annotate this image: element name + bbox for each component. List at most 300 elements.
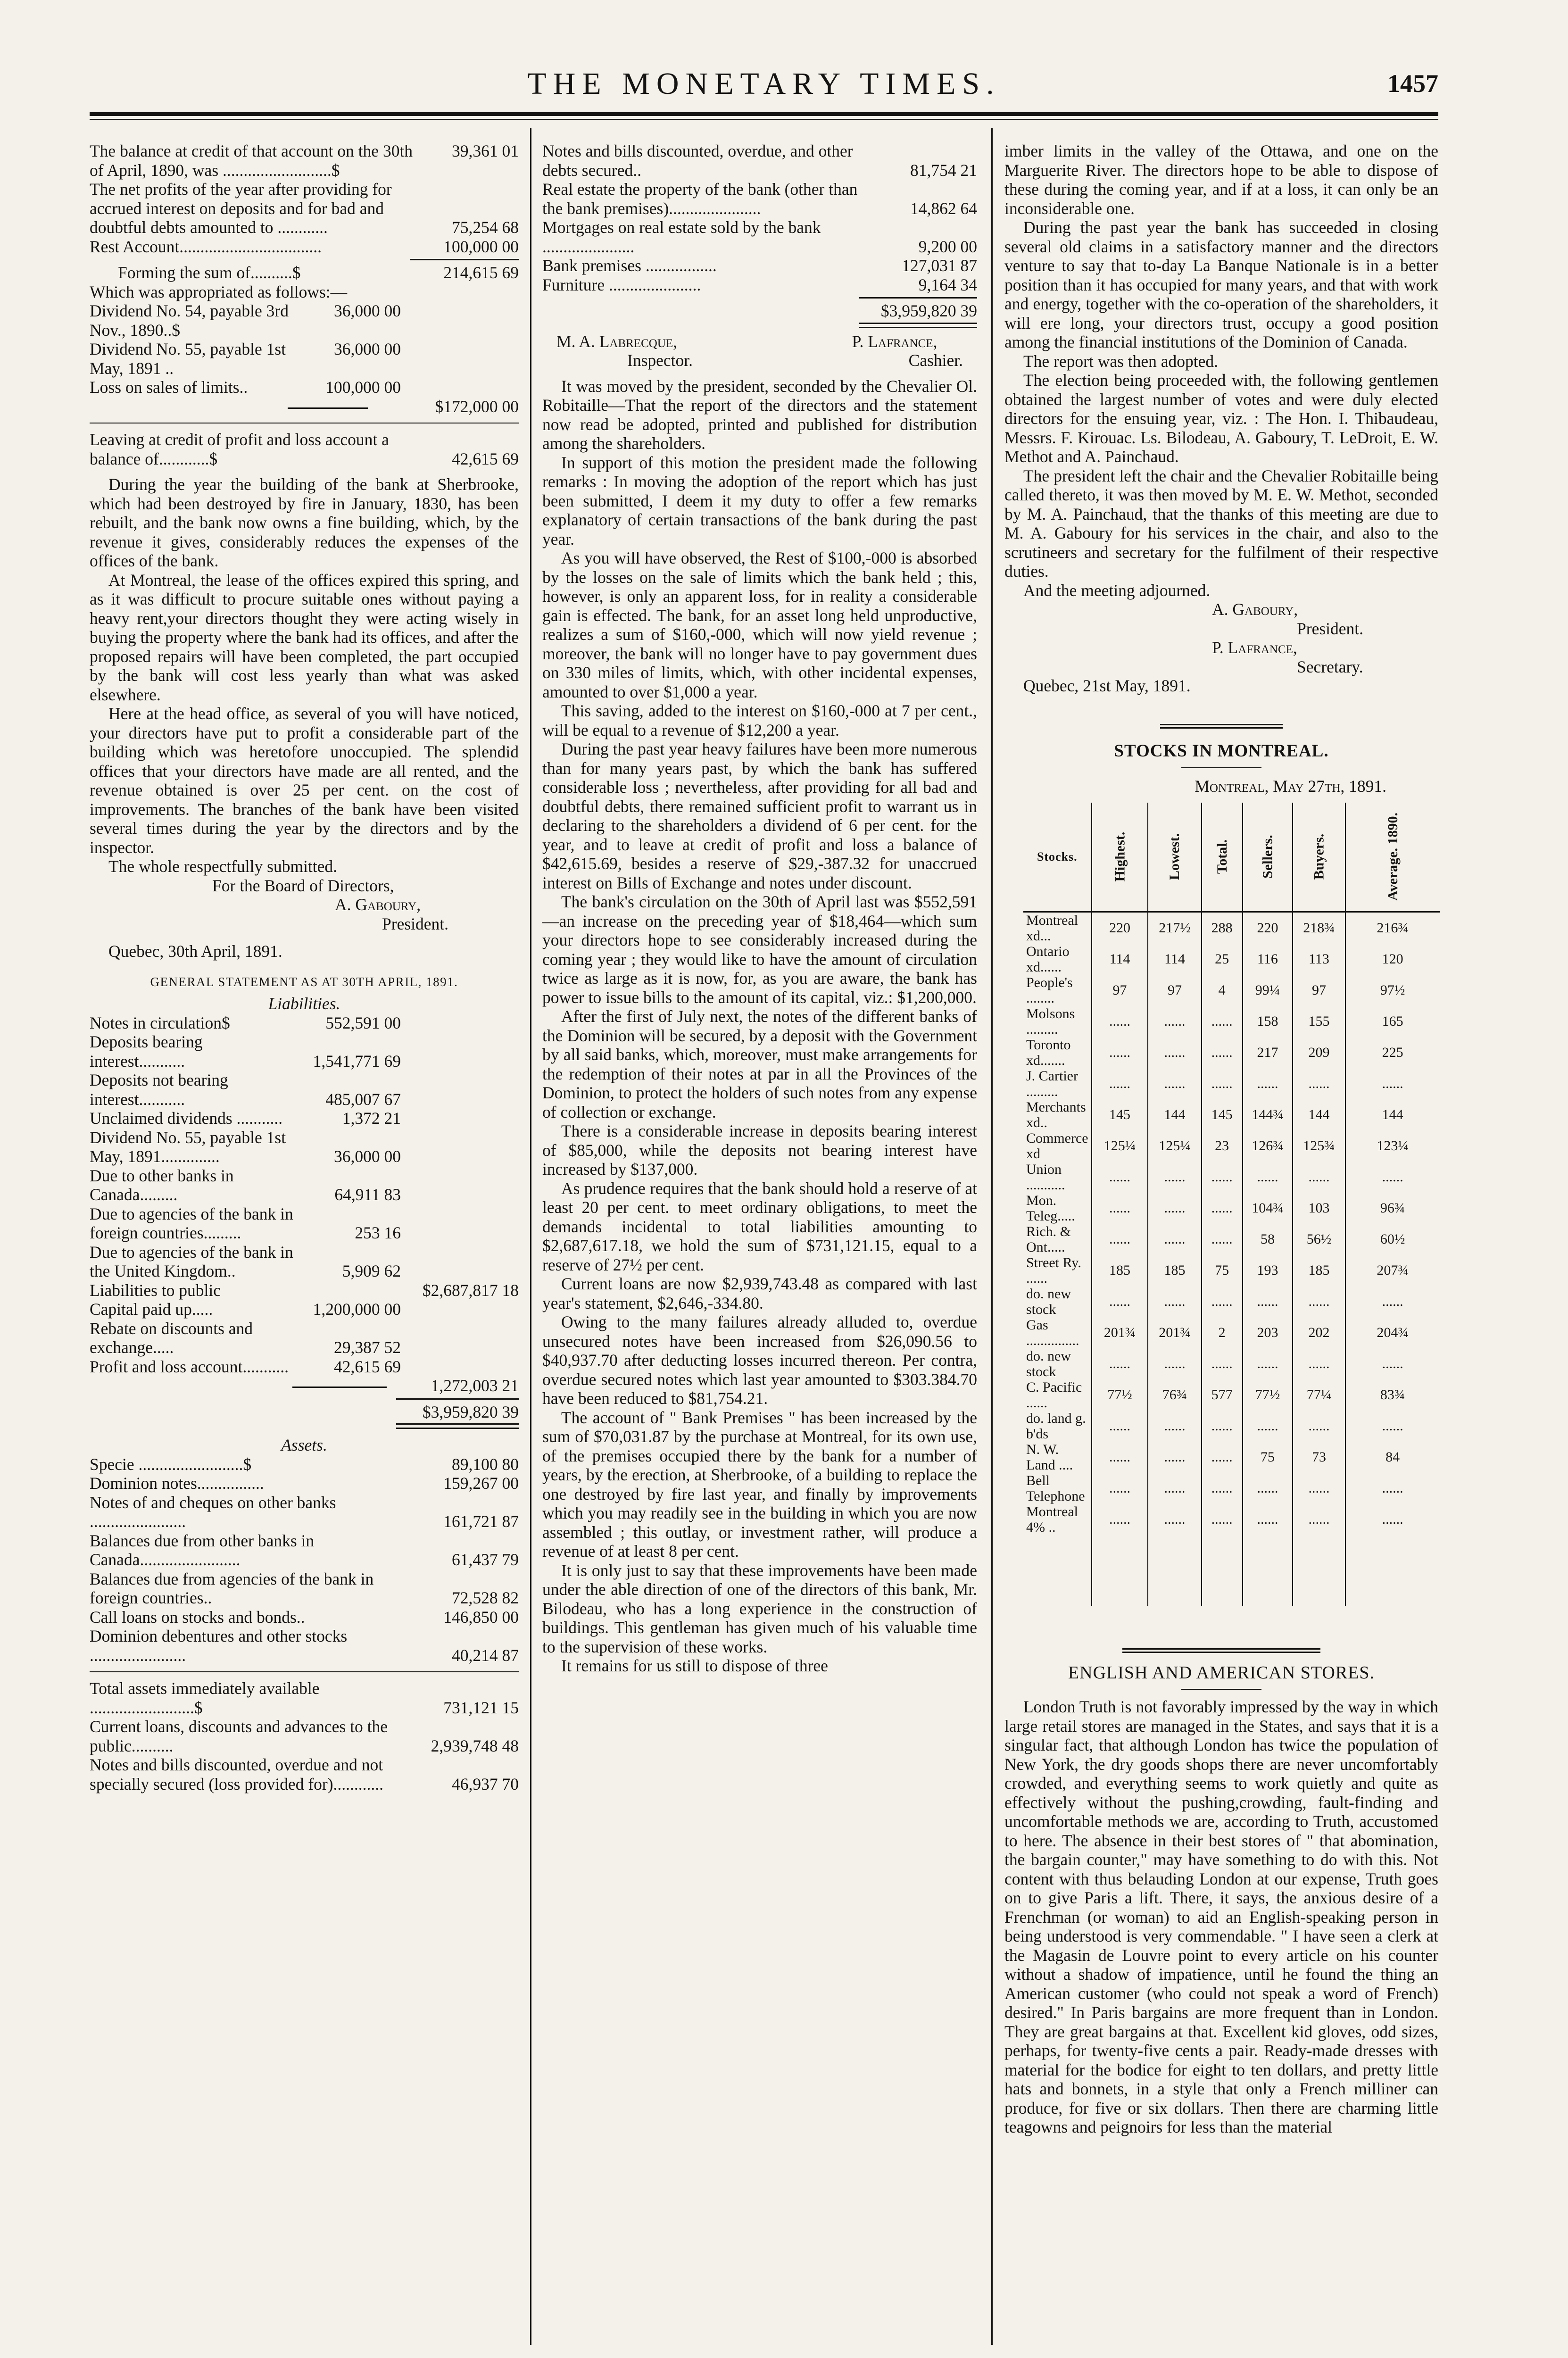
stock-value: ...... — [1092, 1037, 1148, 1068]
stock-value: 144 — [1148, 1099, 1201, 1130]
stock-value: ...... — [1202, 1193, 1243, 1224]
stock-value: 96¾ — [1345, 1193, 1440, 1224]
asset-row — [542, 141, 977, 180]
stock-value: ...... — [1148, 1037, 1201, 1068]
paragraph: Current loans are now $2,939,743.48 as compared with last year's statement, $2,646,-334.80. — [542, 1274, 977, 1312]
row-label: Notes and bills discounted, overdue and not specially secured (loss provided for)............ — [90, 1755, 384, 1793]
stock-value: ...... — [1243, 1473, 1293, 1504]
section-rule — [1160, 727, 1283, 729]
stock-name: do. land g. b'ds — [1026, 1410, 1086, 1442]
row-amount: 39,361 01 — [452, 141, 519, 160]
meeting-date: Quebec, 21st May, 1891. — [1023, 676, 1191, 695]
row-label: Notes in circulation$ — [90, 1013, 230, 1032]
row-label: Due to other banks in Canada......... — [90, 1166, 234, 1204]
stock-value: ...... — [1092, 1504, 1148, 1535]
stock-name: People's ........ — [1026, 974, 1073, 1006]
stock-value: ...... — [1293, 1473, 1345, 1504]
stock-row — [1023, 1379, 1440, 1411]
stock-value: 116 — [1243, 944, 1293, 975]
stock-value: ...... — [1345, 1473, 1440, 1504]
asset-row — [90, 1627, 519, 1665]
publication-title: THE MONETARY TIMES. — [527, 66, 1001, 101]
liabilities-list — [90, 1013, 519, 1281]
row-amount: $3,959,820 39 — [422, 1402, 519, 1421]
stock-value: ...... — [1202, 1162, 1243, 1193]
total-rule — [288, 407, 368, 409]
row-amount: 1,200,000 00 — [313, 1300, 401, 1319]
stock-value: ...... — [1293, 1162, 1345, 1193]
stock-row — [1023, 1255, 1440, 1286]
stock-name: Molsons ......... — [1026, 1005, 1075, 1037]
column-2 — [542, 141, 977, 1676]
paragraph: It is only just to say that these improvements have been made under the able direction of one of the directors of this bank, Mr. Bilodeau, who has a long experience in the construction of buildings. This gentleman has given much of his valuable time to the supervision of these works. — [542, 1561, 977, 1656]
masthead — [90, 66, 1438, 111]
row-amount: $2,687,817 18 — [422, 1280, 519, 1300]
stock-value: ...... — [1243, 1068, 1293, 1099]
stock-value: 58 — [1243, 1224, 1293, 1255]
row-amount: 89,100 80 — [452, 1454, 519, 1474]
section-rule — [1122, 1648, 1320, 1650]
secretary-name: P. Lafrance, — [1212, 638, 1297, 657]
board-line: For the Board of Directors, — [212, 876, 394, 895]
row-label: Bank premises ................. — [542, 256, 717, 275]
row-label: Real estate the property of the bank (other than the bank premises)...................... — [542, 180, 858, 218]
signer-title: President. — [382, 914, 448, 933]
liability-row — [90, 1166, 401, 1204]
row-amount: 5,909 62 — [342, 1262, 401, 1280]
row-amount: 14,862 64 — [910, 199, 977, 218]
stock-value: ...... — [1293, 1504, 1345, 1535]
inspector-name: M. A. Labrecque, — [556, 332, 678, 351]
stock-value: 207¾ — [1345, 1255, 1440, 1286]
row-label: Total assets immediately available .........................$ — [90, 1679, 320, 1717]
stock-value: ...... — [1243, 1348, 1293, 1379]
heading-rule — [1181, 767, 1261, 768]
stock-value: ...... — [1148, 1193, 1201, 1224]
stock-value: 217 — [1243, 1037, 1293, 1068]
stock-value: 218¾ — [1293, 912, 1345, 944]
stock-value: 125¼ — [1148, 1130, 1201, 1162]
row-amount: 81,754 21 — [910, 160, 977, 180]
stock-value: 165 — [1345, 1006, 1440, 1037]
stock-name: Rich. & Ont..... — [1026, 1223, 1071, 1255]
appropriated-total-row — [90, 397, 519, 416]
stock-row — [1023, 1099, 1440, 1130]
stock-value: 201¾ — [1092, 1317, 1148, 1348]
liability-row — [90, 1243, 401, 1281]
paragraph: The report was then adopted. — [1023, 351, 1219, 371]
paragraph: There is a considerable increase in deposits bearing interest of $85,000, while the deposits not bearing interest have increased by $137,000. — [542, 1121, 977, 1179]
row-label: Capital paid up..... — [90, 1300, 213, 1319]
stock-name: do. new stock — [1026, 1348, 1071, 1379]
stock-value: ...... — [1092, 1162, 1148, 1193]
stock-value: ...... — [1202, 1224, 1243, 1255]
stock-value: 60½ — [1345, 1224, 1440, 1255]
current-loans-row — [90, 1717, 519, 1755]
stock-value: 97 — [1148, 975, 1201, 1006]
stock-row — [1023, 1286, 1440, 1317]
stock-value: ...... — [1345, 1504, 1440, 1535]
liability-row — [90, 1013, 401, 1033]
row-amount: 9,200 00 — [918, 237, 977, 256]
row-amount: $172,000 00 — [435, 397, 519, 416]
stock-row — [1023, 1442, 1440, 1473]
cashier-name: P. Lafrance, — [852, 332, 937, 351]
liabilities-public-row — [90, 1281, 519, 1300]
paragraph: It was moved by the president, seconded by the Chevalier Ol. Robitaille—That the report of the directors and the statement now read be adopted, printed and published for distribution among the shareholders. — [542, 376, 977, 453]
stock-value: 113 — [1293, 944, 1345, 975]
stock-value: 4 — [1202, 975, 1243, 1006]
row-amount: 100,000 00 — [443, 237, 519, 256]
stock-row — [1023, 1037, 1440, 1068]
stock-value: ...... — [1202, 1006, 1243, 1037]
capital-row — [90, 1300, 401, 1319]
stock-value: 144 — [1293, 1099, 1345, 1130]
capital-list — [90, 1300, 519, 1376]
row-amount: 1,272,003 21 — [431, 1376, 519, 1395]
liability-row — [90, 1071, 401, 1109]
row-label: Notes and bills discounted, overdue, and other debts secured.. — [542, 141, 853, 180]
total-row — [542, 301, 977, 321]
stock-value: 25 — [1202, 944, 1243, 975]
asset-row — [542, 180, 977, 218]
stock-value: ...... — [1202, 1286, 1243, 1317]
row-amount: 61,437 79 — [452, 1550, 519, 1569]
stock-row-spacer — [1023, 1535, 1440, 1606]
page-number: 1457 — [1387, 69, 1438, 98]
stock-row — [1023, 1068, 1440, 1099]
row-label: Due to agencies of the bank in the United Kingdom.. — [90, 1242, 293, 1280]
stock-value: ...... — [1293, 1286, 1345, 1317]
paragraph: In support of this motion the president made the following remarks : In moving the adoption of the report which has just been submitted, I deem it my duty to offer a few remarks explanatory of certain transactions of the bank during the past year. — [542, 453, 977, 548]
row-amount: 1,372 21 — [342, 1109, 401, 1128]
stock-value: 23 — [1202, 1130, 1243, 1162]
row-amount: 2,939,748 48 — [431, 1736, 519, 1755]
paragraph: The election being proceeded with, the following gentlemen obtained the largest number of votes and were duly elected directors for the ensuing year, viz. : The Hon. I. Thibaudeau, Messrs. F. Kirouac. Ls. Bilodeau, A. Gaboury, T. LeDroit, E. W. Methot and A. Painchaud. — [1004, 371, 1438, 466]
secretary-title: Secretary. — [1297, 657, 1363, 676]
total-rule — [292, 1387, 387, 1388]
stock-value: 103 — [1293, 1193, 1345, 1224]
stock-name: do. new stock — [1026, 1286, 1071, 1317]
stock-value: 97 — [1092, 975, 1148, 1006]
row-amount: 552,591 00 — [325, 1013, 401, 1032]
dividend-54-row — [90, 301, 519, 340]
stock-row — [1023, 1348, 1440, 1379]
stock-value: ...... — [1092, 1442, 1148, 1473]
paragraph: The account of " Bank Premises " has been increased by the sum of $70,031.87 by the purchase at Montreal, for its own use, of the premises occupied there by the bank for a number of years, by the erection, at Sherbrooke, of a building to replace the one destroyed by fire last year, and finally by improvements which you may readily see in the building in which you are now assembled ; this outlay, or investment rather, will produce a revenue of at least 8 per cent. — [542, 1408, 977, 1561]
stock-name: Street Ry. ...... — [1026, 1254, 1081, 1286]
row-label: Furniture ...................... — [542, 275, 701, 294]
stock-value: 220 — [1092, 912, 1148, 944]
liabilities-heading: Liabilities. — [268, 994, 340, 1013]
asset-row — [90, 1455, 519, 1474]
stock-value: ...... — [1202, 1411, 1243, 1442]
row-amount: $3,959,820 39 — [880, 301, 977, 320]
stock-value: 114 — [1148, 944, 1201, 975]
row-amount: 42,615 69 — [334, 1357, 401, 1376]
liability-row — [90, 1204, 401, 1243]
asset-row — [90, 1474, 519, 1493]
row-label: Current loans, discounts and advances to the public.......... — [90, 1717, 388, 1755]
stock-name: Merchants xd.. — [1026, 1099, 1086, 1130]
grand-total-row — [90, 1403, 519, 1422]
stock-name: Mon. Teleg..... — [1026, 1192, 1075, 1224]
stocks-heading: STOCKS IN MONTREAL. — [1114, 741, 1329, 761]
section-rule — [1160, 724, 1283, 725]
stock-value: ...... — [1092, 1348, 1148, 1379]
capital-row — [90, 1319, 401, 1357]
stock-name: Montreal xd... — [1026, 912, 1078, 944]
paragraph: The bank's circulation on the 30th of April last was $552,591—an increase on the preceding year of $18,464—which sum your directors hope to see considerably increased during the coming year ; they would like to have the amount of circulation twice as large as it is now, for, as you are aware, the bank has power to issue bills to the amount of its capital, viz.: $1,200,000. — [542, 892, 977, 1007]
paragraph: During the year the building of the bank at Sherbrooke, which had been destroyed by fire in January, 1830, has been rebuilt, and the bank now owns a fine building, which, by the revenue it gives, considerably reduces the expenses of the offices of the bank. — [90, 475, 519, 570]
paragraph: London Truth is not favorably impressed by the way in which large retail stores are managed in the States, and says that it is a singular fact, that although London has twice the population of New York, the dry goods shops there are never uncomfortably crowded, and everything seems to work quietly and quite as effectively without the pushing,crowding, fault-finding and uncomfortable methods we are, according to Truth, accustomed to here. The absence in their best stores of " that abomination, the bargain counter," may have something to do with this. Not content with thus belauding London at our expense, Truth goes on to give Paris a lift. There, it says, the anxious desire of a Frenchman (or woman) to aid an English-speaking person in being understood is very commendable. " I have seen a clerk at the Magasin de Louvre point to every article on his counter without a shadow of impatience, until he found the thing an American customer (who could not speak a word of French) desired." In Paris bargains are more frequent than in London. They are great bargains at that. Excellent kid gloves, odd sizes, perhaps, for twenty-five cents a pair. Ready-made dresses with material for the bodice for eight to ten dollars, and pretty little hats and bonnets, in a style that only a French milliner can produce, for five or six dollars. Then there are charming little teagowns and peignoirs for less than the material — [1004, 1697, 1438, 2136]
stock-row — [1023, 1224, 1440, 1255]
column-divider-1 — [530, 128, 531, 2345]
paragraph: After the first of July next, the notes of the different banks of the Dominion will be secured, by a deposit with the Government by all said banks, which, moreover, must make arrangements for the redemption of their notes at par in all the Provinces of the Dominion, to protect the holders of such notes from any expense of collection or exchange. — [542, 1007, 977, 1121]
row-amount: 36,000 00 — [334, 340, 401, 358]
capital-total-row — [90, 1376, 519, 1395]
stock-value: ...... — [1148, 1473, 1201, 1504]
stock-row — [1023, 944, 1440, 975]
row-amount: 159,267 00 — [443, 1474, 519, 1493]
stock-value: ...... — [1345, 1411, 1440, 1442]
row-amount: 9,164 34 — [918, 275, 977, 294]
stock-value: ...... — [1293, 1348, 1345, 1379]
stock-row — [1023, 1193, 1440, 1224]
stock-value: 288 — [1202, 912, 1243, 944]
stock-value: 77¼ — [1293, 1379, 1345, 1411]
stock-value: ...... — [1092, 1068, 1148, 1099]
row-label: Balances due from agencies of the bank in foreign countries.. — [90, 1569, 374, 1607]
stock-value: 204¾ — [1345, 1317, 1440, 1348]
stock-value: 155 — [1293, 1006, 1345, 1037]
capital-row — [90, 1357, 401, 1377]
stock-value: ...... — [1148, 1162, 1201, 1193]
sum-rule — [859, 297, 977, 299]
row-label: Call loans on stocks and bonds.. — [90, 1607, 305, 1627]
stock-name: Gas ............... — [1026, 1317, 1079, 1348]
paragraph: imber limits in the valley of the Ottawa, and one on the Marguerite River. The directors hope to be able to dispose of these during the coming year, and if at a loss, it can only be an inconsiderable one. — [1004, 141, 1438, 218]
stock-value: ...... — [1345, 1068, 1440, 1099]
stock-name: Ontario xd...... — [1026, 943, 1070, 975]
stock-value: 201¾ — [1148, 1317, 1201, 1348]
paragraph: As prudence requires that the bank should hold a reserve of at least 20 per cent. to meet ordinary obligations, to meet the demands incidental to total liabilities amounting to $2,687,617.18, we hold the sum of $731,121.15, equal to a reserve of 27½ per cent. — [542, 1179, 977, 1274]
row-amount: 36,000 00 — [334, 301, 401, 320]
stock-row — [1023, 1473, 1440, 1504]
sum-rule — [396, 1398, 519, 1400]
row-label: The net profits of the year after providing for accrued interest on deposits and for bad and doubtful debts amounted to ............ — [90, 180, 392, 237]
stock-value: 73 — [1293, 1442, 1345, 1473]
stock-value: ...... — [1148, 1006, 1201, 1037]
stocks-dateline: Montreal, May 27th, 1891. — [1195, 777, 1386, 796]
stock-value: 75 — [1243, 1442, 1293, 1473]
stock-value: ...... — [1092, 1006, 1148, 1037]
dividend-55-row — [90, 340, 519, 378]
adjourned-text: And the meeting adjourned. — [1023, 581, 1211, 600]
president-name: A. Gaboury, — [1212, 600, 1298, 619]
row-label: Forming the sum of..........$ — [118, 263, 301, 282]
forming-row — [90, 263, 519, 282]
asset-row — [542, 218, 977, 256]
column-divider-2 — [991, 128, 993, 2345]
row-amount: 214,615 69 — [443, 263, 519, 282]
masthead-rule-thick — [90, 112, 1438, 116]
stock-value: ...... — [1243, 1286, 1293, 1317]
stock-value: 2 — [1202, 1317, 1243, 1348]
stock-value: 77½ — [1092, 1379, 1148, 1411]
stock-value: 97 — [1293, 975, 1345, 1006]
stock-row — [1023, 1317, 1440, 1348]
stocks-table — [1023, 803, 1440, 1606]
stock-value: ...... — [1293, 1411, 1345, 1442]
stock-value: ...... — [1345, 1162, 1440, 1193]
row-label: Leaving at credit of profit and loss account a balance of............$ — [90, 430, 389, 468]
row-label: Rest Account.................................. — [90, 237, 322, 256]
stock-value: 216¾ — [1345, 912, 1440, 944]
president-title: President. — [1297, 619, 1363, 638]
cashier-title: Cashier. — [908, 351, 963, 370]
asset-row — [542, 275, 977, 295]
leaving-row — [90, 430, 519, 468]
stock-name: J. Cartier ......... — [1026, 1068, 1078, 1099]
notes-not-secured-row — [90, 1755, 519, 1793]
paragraph: Here at the head office, as several of you will have noticed, your directors have put to profit a considerable part of the building which was heretofore unoccupied. The splendid offices that your directors have made are all rented, and the revenue obtained is over 25 per cent. on the cost of improvements. The branches of the bank have been visited several times during the year by the directors and by the inspector. — [90, 704, 519, 857]
column-header-highest: Highest. — [1092, 803, 1148, 912]
stock-value: 144¾ — [1243, 1099, 1293, 1130]
stock-value: ...... — [1202, 1473, 1243, 1504]
signer-name: A. Gaboury, — [335, 895, 421, 914]
row-amount: 731,121 15 — [443, 1698, 519, 1717]
stock-value: 185 — [1092, 1255, 1148, 1286]
stock-value: ...... — [1202, 1037, 1243, 1068]
balance-row — [90, 141, 519, 180]
rest-account-row — [90, 237, 519, 257]
stock-value: ...... — [1148, 1442, 1201, 1473]
liability-row — [90, 1109, 401, 1128]
stock-name: Union ........... — [1026, 1161, 1065, 1193]
stock-name: N. W. Land .... — [1026, 1441, 1073, 1473]
column-header-stocks: Stocks. — [1023, 803, 1092, 912]
stock-value: 84 — [1345, 1442, 1440, 1473]
asset-row — [90, 1531, 519, 1569]
row-amount: 72,528 82 — [452, 1588, 519, 1607]
assets-heading: Assets. — [281, 1436, 327, 1454]
stock-value: ...... — [1243, 1162, 1293, 1193]
paragraph: The president left the chair and the Chevalier Robitaille being called thereto, it was then moved by M. E. W. Methot, seconded by M. A. Painchaud, that the thanks of this meeting are due to M. A. Gaboury for his services in the chair, and also to the scrutineers and secretary for the fulfilment of their respective duties. — [1004, 466, 1438, 581]
stock-value: 145 — [1202, 1099, 1243, 1130]
row-label: Dividend No. 55, payable 1st May, 1891.............. — [90, 1128, 286, 1166]
double-rule — [859, 323, 977, 328]
stock-value: ...... — [1092, 1193, 1148, 1224]
row-label: Rebate on discounts and exchange..... — [90, 1319, 253, 1357]
stock-value: 202 — [1293, 1317, 1345, 1348]
stock-value: 125¾ — [1293, 1130, 1345, 1162]
paragraph: Owing to the many failures already alluded to, overdue unsecured notes have been increased from $26,090.56 to $40,937.70 after deducting losses incurred thereon. Per contra, overdue secured notes which last year amounted to $303.384.70 have been reduced to $81,754.21. — [542, 1312, 977, 1408]
column-header-sellers: Sellers. — [1243, 803, 1293, 912]
stock-value: 126¾ — [1243, 1130, 1293, 1162]
liability-row — [90, 1128, 401, 1166]
stock-row — [1023, 912, 1440, 944]
column-header-average: Average. 1890. — [1345, 803, 1440, 912]
stock-name: Montreal 4% .. — [1026, 1503, 1078, 1535]
stock-value: 76¾ — [1148, 1379, 1201, 1411]
stock-name: Commerce xd — [1026, 1130, 1088, 1162]
row-label: Due to agencies of the bank in foreign countries......... — [90, 1204, 293, 1242]
stocks-body — [1023, 912, 1440, 1606]
stocks-header-row — [1023, 803, 1440, 912]
stock-value: 217½ — [1148, 912, 1201, 944]
stock-value: 77½ — [1243, 1379, 1293, 1411]
asset-row — [90, 1608, 519, 1627]
column-1 — [90, 141, 519, 1793]
appropriated-text: Which was appropriated as follows:— — [90, 282, 348, 301]
row-label: Dominion notes................ — [90, 1474, 264, 1493]
total-assets-row — [90, 1679, 519, 1717]
row-amount: 127,031 87 — [902, 256, 977, 275]
row-label: Deposits bearing interest........... — [90, 1032, 203, 1071]
stock-value: 114 — [1092, 944, 1148, 975]
stock-value: ...... — [1148, 1348, 1201, 1379]
stock-value: 203 — [1243, 1317, 1293, 1348]
general-statement-heading: GENERAL STATEMENT AS AT 30TH APRIL, 1891. — [150, 974, 458, 989]
stock-value: ...... — [1202, 1068, 1243, 1099]
stock-value: 185 — [1293, 1255, 1345, 1286]
sum-rule — [410, 259, 519, 260]
stock-value: 83¾ — [1345, 1379, 1440, 1411]
paragraph: At Montreal, the lease of the offices expired this spring, and as it was difficult to procure suitable ones without paying a heavy rent,your directors thought they were acting wisely in buying the property where the bank had its offices, and after the proposed repairs will have been completed, the part occupied by the bank will cost less yearly than what was asked elsewhere. — [90, 570, 519, 704]
signatures — [542, 332, 977, 370]
submitted-text: The whole respectfully submitted. — [108, 857, 338, 876]
row-amount: 75,254 68 — [452, 218, 519, 237]
net-profits-row — [90, 180, 519, 237]
row-label: Liabilities to public — [90, 1280, 221, 1300]
liability-row — [90, 1032, 401, 1071]
stock-value: ...... — [1202, 1348, 1243, 1379]
asset-row — [90, 1569, 519, 1608]
row-amount: 485,007 67 — [325, 1089, 401, 1109]
row-amount: 46,937 70 — [452, 1774, 519, 1793]
row-label: Balances due from other banks in Canada........................ — [90, 1531, 315, 1569]
stock-value: ...... — [1293, 1068, 1345, 1099]
section-rule — [90, 1671, 519, 1672]
stock-row — [1023, 1162, 1440, 1193]
row-amount: 64,911 83 — [334, 1185, 401, 1204]
row-label: Deposits not bearing interest........... — [90, 1071, 228, 1109]
stock-value: ...... — [1092, 1411, 1148, 1442]
masthead-rule-thin — [90, 119, 1438, 120]
row-amount: 1,541,771 69 — [313, 1051, 401, 1071]
signature-left — [556, 332, 693, 370]
stock-name: C. Pacific ...... — [1026, 1379, 1082, 1411]
paragraph: As you will have observed, the Rest of $100,-000 is absorbed by the losses on the sale of limits which the bank held ; this, however, is only an apparent loss, for in reality a considerable gain is effected. The bank, for an asset long held unproductive, realizes a sum of $160,-000, which will now yield revenue ; moreover, the bank will no longer have to pay government dues on 330 miles of limits, which, with other incidental expenses, amounted to over $1,000 a year. — [542, 548, 977, 701]
stock-value: 97½ — [1345, 975, 1440, 1006]
row-label: Notes of and cheques on other banks ....................... — [90, 1493, 336, 1531]
loss-limits-row — [90, 378, 519, 397]
double-rule — [396, 1423, 519, 1429]
row-label: Mortgages on real estate sold by the bank ...................... — [542, 218, 821, 256]
stock-value: ...... — [1092, 1473, 1148, 1504]
stock-row — [1023, 1006, 1440, 1037]
stock-value: ...... — [1202, 1504, 1243, 1535]
stock-value: ...... — [1202, 1442, 1243, 1473]
stock-row — [1023, 1130, 1440, 1162]
stock-value: ...... — [1148, 1224, 1201, 1255]
row-amount: 161,721 87 — [443, 1512, 519, 1531]
stock-value: ...... — [1345, 1286, 1440, 1317]
stock-value: 125¼ — [1092, 1130, 1148, 1162]
stock-value: ...... — [1148, 1286, 1201, 1317]
column-header-total: Total. — [1202, 803, 1243, 912]
